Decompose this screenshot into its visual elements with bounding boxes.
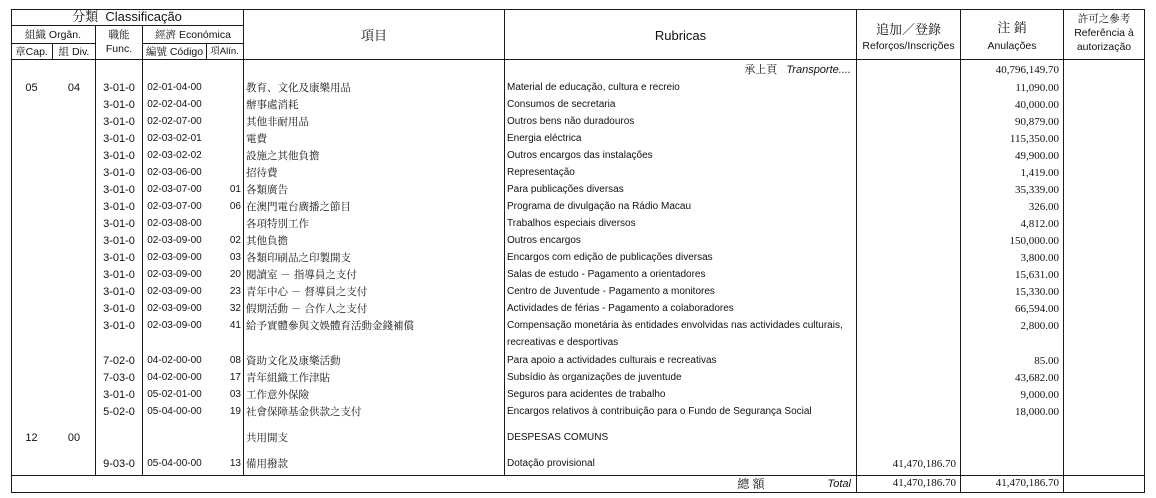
table-bottom-border (11, 492, 1145, 493)
cell-alin: 03 (229, 252, 241, 263)
cell-alin: 23 (229, 286, 241, 297)
cell-anulacoes: 4,812.00 (1020, 218, 1059, 230)
cell-anulacoes: 43,682.00 (1015, 372, 1059, 384)
cell-anulacoes: 18,000.00 (1015, 406, 1059, 418)
cell-item: 辦事處消耗 (246, 99, 299, 111)
cell-item: 青年中心 － 督導員之支付 (246, 286, 368, 298)
table-right-border (1144, 9, 1145, 493)
cell-anulacoes: 15,330.00 (1015, 286, 1059, 298)
cell-code: 02-03-02-01 (147, 133, 202, 144)
total-label-zh: 總 額 (737, 477, 765, 491)
cell-rubrica: Para apoio a actividades culturais e recreativas (507, 355, 717, 366)
budget-table (11, 9, 1145, 493)
cell-anulacoes: 1,419.00 (1020, 167, 1059, 179)
cell-div: 00 (67, 432, 81, 444)
cell-item: 青年組織工作津貼 (246, 372, 330, 384)
cell-code: 02-03-02-02 (147, 150, 202, 161)
cell-rubrica: DESPESAS COMUNS (507, 432, 609, 443)
cell-anulacoes: 35,339.00 (1015, 184, 1059, 196)
cell-func: 3-01-0 (103, 320, 135, 332)
cell-rubrica: Outros encargos das instalações (507, 150, 653, 161)
cell-anulacoes: 9,000.00 (1020, 389, 1059, 401)
cell-code: 02-03-09-00 (147, 320, 202, 331)
cell-func: 3-01-0 (103, 99, 135, 111)
cell-rubrica: Dotação provisional (507, 458, 595, 469)
cell-item: 共用開支 (246, 432, 288, 444)
header-reforcos-pt: Reforços/Inscrições (862, 40, 955, 52)
cell-code: 04-02-00-00 (147, 355, 202, 366)
header-ref-pt-2: autorização (1076, 41, 1132, 53)
cell-anulacoes: 66,594.00 (1015, 303, 1059, 315)
cell-rubrica: Para publicações diversas (507, 184, 624, 195)
cell-func: 3-01-0 (103, 235, 135, 247)
header-code: 編號 Código (145, 46, 204, 58)
cell-func: 3-01-0 (103, 184, 135, 196)
cell-item: 閱讀室 － 指導員之支付 (246, 269, 357, 281)
cell-alin: 08 (229, 355, 241, 366)
cell-item: 其他非耐用品 (246, 116, 309, 128)
cell-reforcos: 41,470,186.70 (892, 458, 956, 470)
cell-code: 05-04-00-00 (147, 406, 202, 417)
cell-anulacoes: 11,090.00 (1015, 82, 1059, 94)
cell-div: 04 (67, 82, 81, 94)
cell-item: 工作意外保險 (246, 389, 309, 401)
header-rubricas: Rubricas (654, 28, 707, 43)
cell-code: 02-03-09-00 (147, 303, 202, 314)
cell-func: 3-01-0 (103, 116, 135, 128)
cell-rubrica: Outros bens não duradouros (507, 116, 635, 127)
cell-func: 7-03-0 (103, 372, 135, 384)
cell-rubrica: Trabalhos especiais diversos (507, 218, 636, 229)
cell-alin: 20 (229, 269, 241, 280)
cell-item: 各項特別工作 (246, 218, 309, 230)
cell-anulacoes: 2,800.00 (1020, 320, 1059, 332)
cell-rubrica: Material de educação, cultura e recreio (507, 82, 680, 93)
cell-rubrica: Outros encargos (507, 235, 581, 246)
cell-anulacoes: 90,879.00 (1015, 116, 1059, 128)
cell-item: 在澳門電台廣播之節目 (246, 201, 351, 213)
transport-anulacoes: 40,796,149.70 (995, 64, 1059, 76)
cell-anulacoes: 49,900.00 (1015, 150, 1059, 162)
header-classification-line (11, 25, 243, 26)
cell-code: 02-03-06-00 (147, 167, 202, 178)
header-anulacoes-pt: Anulações (987, 40, 1037, 52)
cell-func: 3-01-0 (103, 201, 135, 213)
cell-code: 02-03-07-00 (147, 201, 202, 212)
cell-rubrica: Consumos de secretaria (507, 99, 616, 110)
cell-func: 3-01-0 (103, 82, 135, 94)
cell-func: 9-03-0 (103, 458, 135, 470)
cell-rubrica: Subsídio às organizações de juventude (507, 372, 682, 383)
cell-rubrica-continued: recreativas e desportivas (507, 337, 619, 348)
col-line-rubricas (856, 9, 857, 493)
cell-anulacoes: 326.00 (1028, 201, 1059, 213)
col-line-classification (243, 9, 244, 475)
cell-alin: 41 (229, 320, 241, 331)
cell-cap: 05 (25, 82, 38, 94)
header-organ: 組織 Orgân. (24, 29, 82, 41)
header-alin: 項Alín. (210, 46, 239, 57)
cell-alin: 06 (229, 201, 241, 212)
header-func-zh: 職能 (108, 29, 130, 41)
cell-alin: 17 (229, 372, 241, 383)
cell-func: 3-01-0 (103, 286, 135, 298)
cell-item: 其他負擔 (246, 235, 288, 247)
cell-item: 備用撥款 (246, 458, 288, 470)
header-econ: 經濟 Económica (155, 29, 231, 41)
cell-code: 02-03-09-00 (147, 252, 202, 263)
cell-item: 給予實體參與文娛體育活動金錢補償 (246, 320, 414, 332)
cell-rubrica: Programa de divulgação na Rádio Macau (507, 201, 691, 212)
cell-item: 招待費 (246, 167, 278, 179)
cell-func: 3-01-0 (103, 389, 135, 401)
cell-func: 3-01-0 (103, 218, 135, 230)
cell-func: 3-01-0 (103, 303, 135, 315)
cell-item: 電費 (246, 133, 267, 145)
col-line-anulacoes (1063, 9, 1064, 493)
cell-anulacoes: 3,800.00 (1020, 252, 1059, 264)
total-reforcos: 41,470,186.70 (892, 477, 956, 489)
total-anulacoes: 41,470,186.70 (995, 477, 1059, 489)
cell-item: 設施之其他負擔 (246, 150, 320, 162)
transport-label: 承上頁 Transporte.... (744, 64, 851, 76)
cell-alin: 02 (229, 235, 241, 246)
header-ref-zh: 許可之參考 (1077, 13, 1131, 25)
cell-item: 假期活動 － 合作人之支付 (246, 303, 368, 315)
cell-alin: 13 (229, 458, 241, 469)
header-cap: 章Cap. (15, 46, 48, 58)
header-classification: 分類 Classificação (72, 9, 182, 24)
cell-item: 社會保障基金供款之支付 (246, 406, 362, 418)
cell-code: 02-01-04-00 (147, 82, 202, 93)
cell-anulacoes: 150,000.00 (1009, 235, 1059, 247)
header-organ-line (11, 43, 95, 44)
cell-func: 3-01-0 (103, 133, 135, 145)
cell-rubrica: Representação (507, 167, 575, 178)
header-func-pt: Func. (105, 43, 133, 55)
cell-anulacoes: 85.00 (1034, 355, 1059, 367)
cell-rubrica: Seguros para acidentes de trabalho (507, 389, 666, 400)
cell-code: 02-03-09-00 (147, 269, 202, 280)
cell-item: 各類印刷品之印製開支 (246, 252, 351, 264)
header-reforcos-zh: 追加／登錄 (875, 22, 941, 37)
cell-func: 3-01-0 (103, 269, 135, 281)
cell-code: 02-03-07-00 (147, 184, 202, 195)
cell-rubrica: Actividades de férias - Pagamento a colaboradores (507, 303, 734, 314)
header-div: 組 Div. (58, 46, 90, 58)
header-item: 項目 (360, 28, 387, 43)
cell-alin: 19 (229, 406, 241, 417)
cell-alin: 01 (229, 184, 241, 195)
total-label-pt: Total (827, 478, 851, 490)
header-econ-line (142, 43, 243, 44)
cell-code: 02-02-04-00 (147, 99, 202, 110)
cell-rubrica: Encargos relativos à contribuição para o Fundo de Segurança Social (507, 406, 812, 417)
header-bottom-border (11, 59, 1145, 60)
cell-item: 各類廣告 (246, 184, 288, 196)
cell-code: 05-02-01-00 (147, 389, 202, 400)
cell-func: 3-01-0 (103, 167, 135, 179)
cell-cap: 12 (25, 432, 38, 444)
cell-code: 04-02-00-00 (147, 372, 202, 383)
header-anulacoes-zh: 注 銷 (997, 20, 1027, 35)
cell-rubrica: Energia eléctrica (507, 133, 582, 144)
col-line-item (504, 9, 505, 475)
cell-code: 02-03-09-00 (147, 286, 202, 297)
cell-rubrica: Encargos com edição de publicações diversas (507, 252, 713, 263)
cell-code: 05-04-00-00 (147, 458, 202, 469)
cell-func: 5-02-0 (103, 406, 135, 418)
cell-rubrica: Salas de estudo - Pagamento a orientadores (507, 269, 706, 280)
cell-item: 資助文化及康樂活動 (246, 355, 341, 367)
cell-alin: 32 (229, 303, 241, 314)
cell-code: 02-02-07-00 (147, 116, 202, 127)
cell-rubrica: Compensação monetária às entidades envolvidas nas actividades culturais, (507, 320, 843, 331)
cell-item: 教育、文化及康樂用品 (246, 82, 351, 94)
header-ref-pt-1: Referência à (1074, 27, 1134, 39)
cell-code: 02-03-09-00 (147, 235, 202, 246)
cell-func: 7-02-0 (103, 355, 135, 367)
cell-code: 02-03-08-00 (147, 218, 202, 229)
cell-func: 3-01-0 (103, 252, 135, 264)
cell-func: 3-01-0 (103, 150, 135, 162)
cell-rubrica: Centro de Juventude - Pagamento a monitores (507, 286, 715, 297)
cell-anulacoes: 15,631.00 (1015, 269, 1059, 281)
cell-anulacoes: 115,350.00 (1009, 133, 1059, 145)
cell-alin: 03 (229, 389, 241, 400)
cell-anulacoes: 40,000.00 (1015, 99, 1059, 111)
